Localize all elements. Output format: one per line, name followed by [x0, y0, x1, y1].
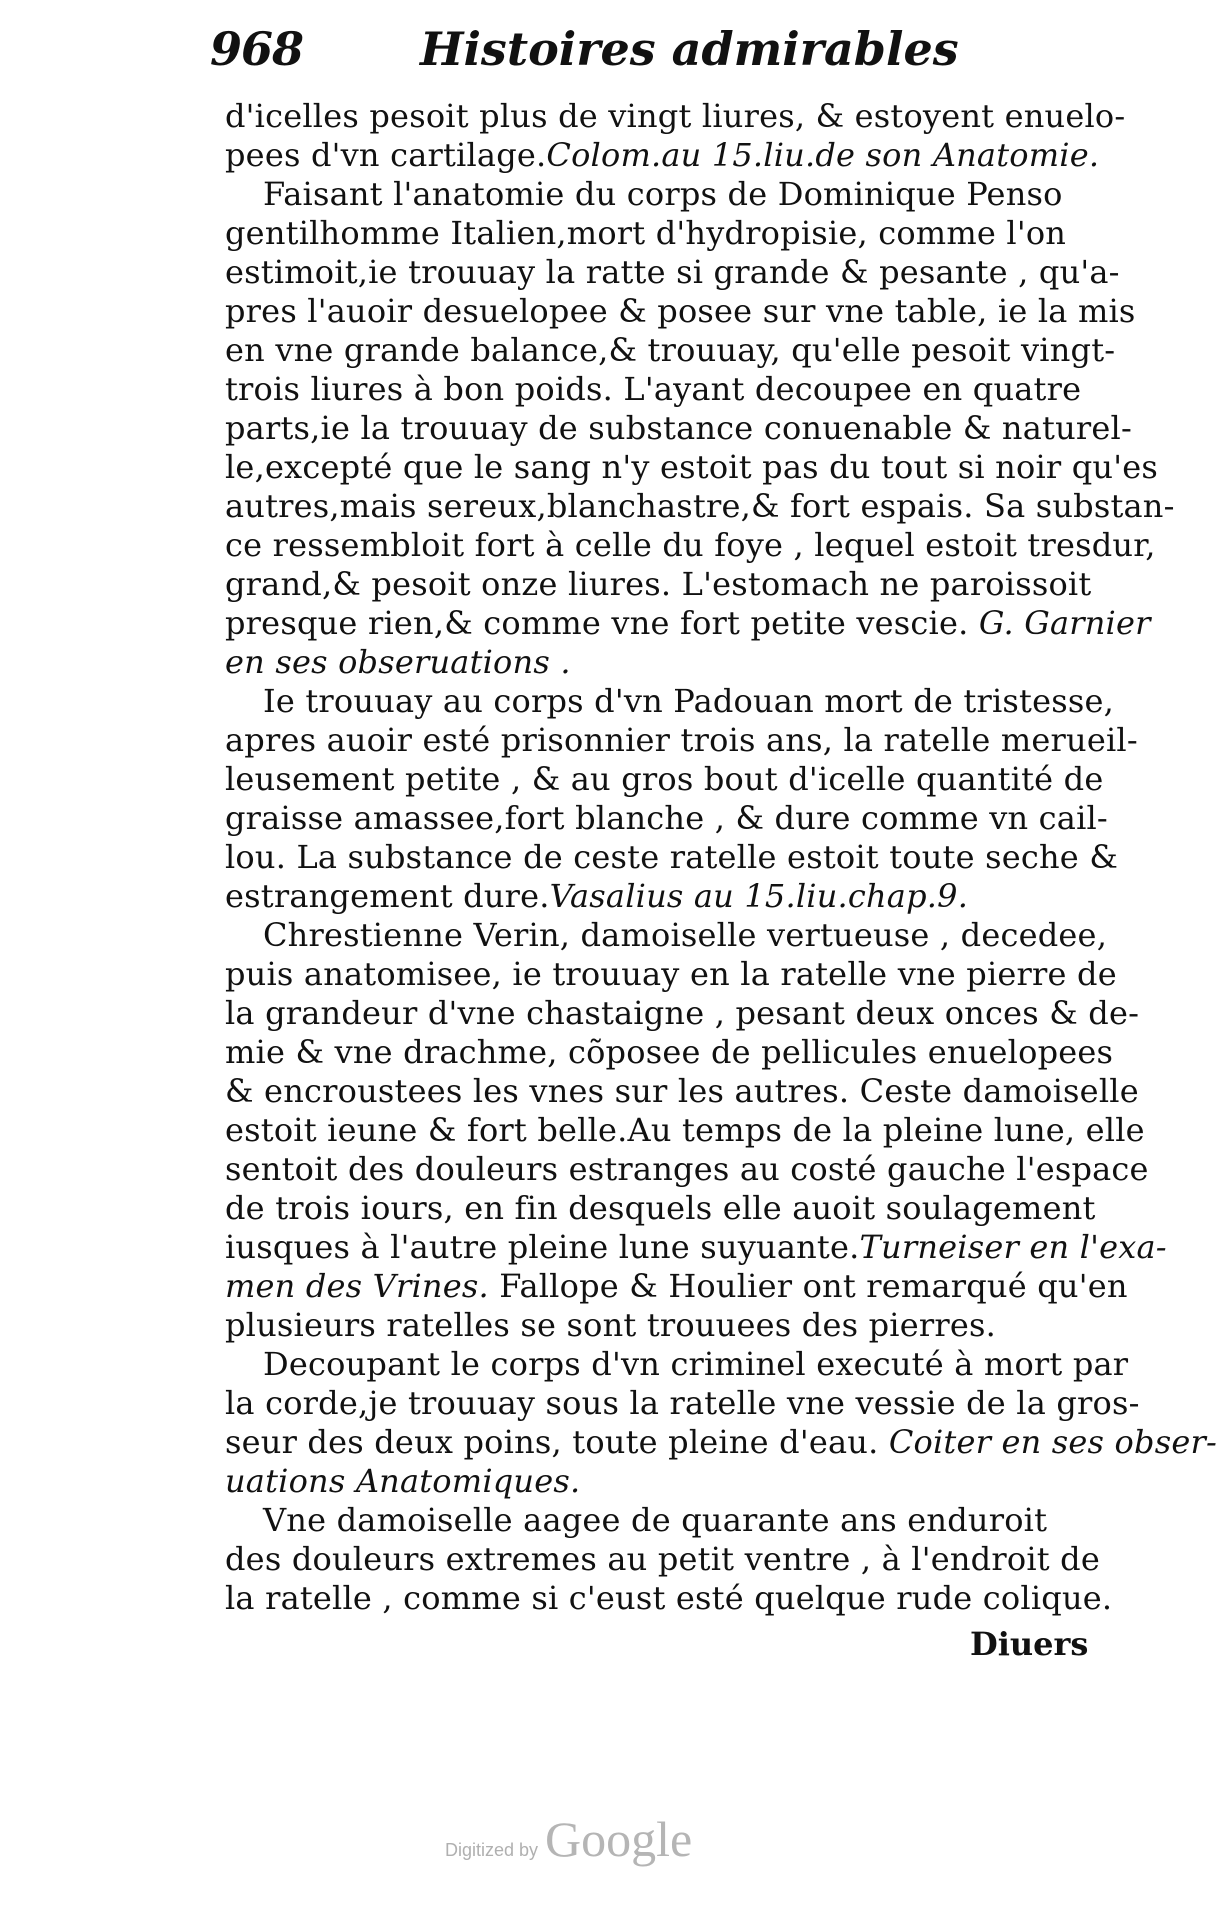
line-text: la ratelle , comme si c'eust esté quelque rude colique. [225, 1579, 1113, 1617]
text-line [225, 292, 1136, 331]
line-text: lou. La substance de ceste ratelle estoit toute seche & [225, 838, 1118, 876]
line-text: estoit ieune & fort belle.Au temps de la pleine lune, elle [225, 1111, 1145, 1149]
text-line [225, 331, 1116, 370]
text-line [225, 526, 1156, 565]
text-line [225, 721, 1138, 760]
line-text: gentilhomme Italien,mort d'hydropisie, comme l'on [225, 214, 1067, 252]
line-text: estimoit,ie trouuay la ratte si grande & pesante , qu'a- [225, 253, 1120, 291]
page-number: 968 [210, 22, 304, 76]
line-text: autres,mais sereux,blanchastre,& fort espais. Sa substan- [225, 487, 1175, 525]
line-text: ce ressembloit fort à celle du foye , lequel estoit tresdur, [225, 526, 1156, 564]
citation-text: men des Vrines. [225, 1267, 489, 1305]
text-line [225, 994, 1140, 1033]
citation-text: en ses obseruations . [225, 643, 571, 681]
text-line [225, 760, 1104, 799]
text-line [225, 409, 1132, 448]
line-text: apres auoir esté prisonnier trois ans, la ratelle merueil- [225, 721, 1138, 759]
text-line [225, 136, 1100, 175]
citation-text: uations Anatomiques. [225, 1462, 581, 1500]
line-text: estrangement dure. [225, 877, 550, 915]
text-line [225, 1306, 1080, 1345]
catchword: Diuers [970, 1625, 1089, 1663]
line-text: leusement petite , & au gros bout d'icelle quantité de [225, 760, 1104, 798]
text-line [225, 643, 1080, 682]
line-text: seur des deux poins, toute pleine d'eau. [225, 1423, 889, 1461]
text-line [225, 1150, 1149, 1189]
line-text: la corde,je trouuay sous la ratelle vne vessie de la gros- [225, 1384, 1140, 1422]
text-line [225, 916, 1108, 955]
line-text: Ie trouuay au corps d'vn Padouan mort de tristesse, [263, 682, 1114, 720]
citation-text: G. Garnier [978, 604, 1151, 642]
line-text: mie & vne drachme, cõposee de pellicules enuelopees [225, 1033, 1114, 1071]
line-text: Decoupant le corps d'vn criminel executé à mort par [263, 1345, 1129, 1383]
text-line [225, 1540, 1101, 1579]
text-line [225, 1384, 1140, 1423]
line-text: parts,ie la trouuay de substance conuenable & naturel- [225, 409, 1132, 447]
watermark-digitized-by: Digitized by [445, 1840, 539, 1860]
text-line [225, 1501, 1080, 1540]
line-text: Vne damoiselle aagee de quarante ans enduroit [263, 1501, 1048, 1539]
line-text: de trois iours, en fin desquels elle auoit soulagement [225, 1189, 1096, 1227]
text-line [225, 604, 1151, 643]
body-text [225, 97, 1217, 1618]
text-line [225, 1189, 1096, 1228]
text-line [225, 1111, 1145, 1150]
page-header [210, 22, 1070, 92]
citation-text: Vasalius au 15.liu.chap.9. [549, 877, 969, 915]
line-text: des douleurs extremes au petit ventre , à l'endroit de [225, 1540, 1101, 1578]
text-line [225, 1462, 1080, 1501]
line-text: la grandeur d'vne chastaigne , pesant deux onces & de- [225, 994, 1140, 1032]
text-line [225, 1267, 1128, 1306]
running-title: Histoires admirables [420, 22, 959, 76]
text-line [225, 877, 1080, 916]
line-text: presque rien,& comme vne fort petite vescie. [225, 604, 979, 642]
line-text: le,excepté que le sang n'y estoit pas du tout si noir qu'es [225, 448, 1159, 486]
text-line [225, 448, 1159, 487]
text-line [225, 799, 1108, 838]
line-text: & encroustees les vnes sur les autres. Ceste damoiselle [225, 1072, 1139, 1110]
text-line [225, 253, 1120, 292]
text-line [225, 682, 1114, 721]
digitized-watermark [445, 1810, 765, 1870]
line-text: Fallope & Houlier ont remarqué qu'en [488, 1267, 1128, 1305]
line-text: Chrestienne Verin, damoiselle vertueuse , decedee, [263, 916, 1108, 954]
text-line [225, 214, 1080, 253]
text-line [225, 565, 1092, 604]
text-line [225, 1579, 1113, 1618]
citation-text: Colom.au 15.liu.de son Anatomie. [546, 136, 1100, 174]
text-line [225, 175, 1080, 214]
line-text: grand,& pesoit onze liures. L'estomach ne paroissoit [225, 565, 1092, 603]
line-text: d'icelles pesoit plus de vingt liures, & estoyent enuelo- [225, 97, 1126, 135]
text-line [225, 955, 1117, 994]
line-text: plusieurs ratelles se sont trouuees des pierres. [225, 1306, 996, 1344]
line-text: graisse amassee,fort blanche , & dure comme vn cail- [225, 799, 1108, 837]
line-text: pees d'vn cartilage. [225, 136, 547, 174]
citation-text: Coiter en ses obser- [888, 1423, 1217, 1461]
watermark-google-logo: Google [545, 1811, 693, 1867]
text-line [225, 1033, 1114, 1072]
text-line [225, 487, 1175, 526]
line-text: iusques à l'autre pleine lune suyuante. [225, 1228, 860, 1266]
line-text: pres l'auoir desuelopee & posee sur vne table, ie la mis [225, 292, 1136, 330]
line-text: Faisant l'anatomie du corps de Dominique Penso [263, 175, 1063, 213]
text-line [225, 1345, 1129, 1384]
text-line [225, 1072, 1139, 1111]
text-line [225, 370, 1080, 409]
line-text: trois liures à bon poids. L'ayant decoupee en quatre [225, 370, 1082, 408]
text-line [225, 1423, 1217, 1462]
text-line [225, 1228, 1167, 1267]
line-text: puis anatomisee, ie trouuay en la ratelle vne pierre de [225, 955, 1117, 993]
line-text: sentoit des douleurs estranges au costé gauche l'espace [225, 1150, 1149, 1188]
text-line [225, 97, 1126, 136]
line-text: en vne grande balance,& trouuay, qu'elle pesoit vingt- [225, 331, 1116, 369]
citation-text: Turneiser en l'exa- [859, 1228, 1167, 1266]
text-line [225, 838, 1118, 877]
